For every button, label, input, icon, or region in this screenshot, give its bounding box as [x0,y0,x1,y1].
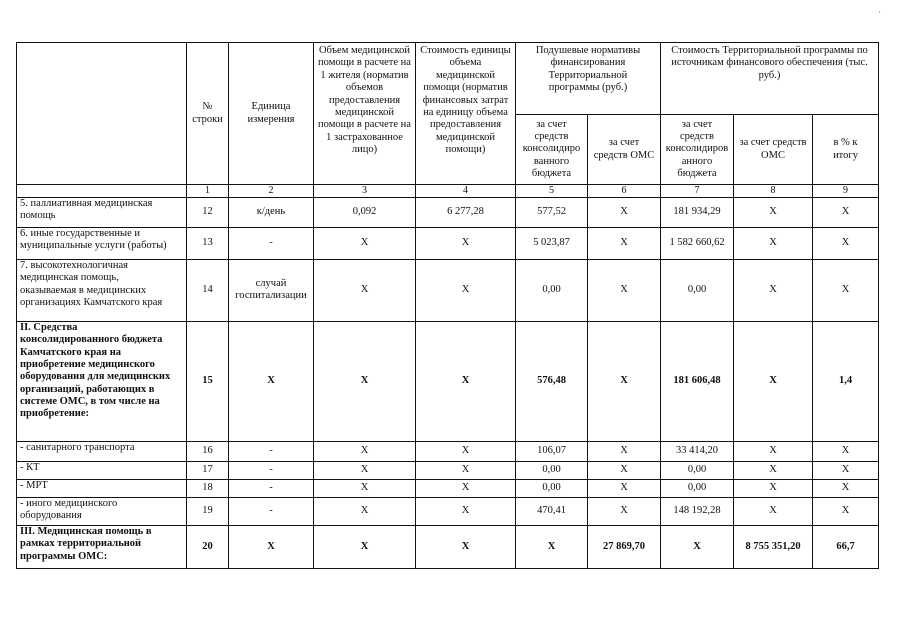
cost-budget-cell: X [661,525,734,568]
unit-cost-cell: X [416,479,516,497]
cost-budget-cell: 1 582 660,62 [661,227,734,259]
row-name-cell: III. Медицинская помощь в рамках территориальной программы ОМС: [17,525,187,568]
pc-oms-cell: X [588,461,661,479]
column-number: 9 [813,185,879,198]
row-name-cell: - санитарного транспорта [17,441,187,461]
column-number: 5 [516,185,588,198]
column-number: 1 [187,185,229,198]
pc-oms-cell: X [588,259,661,321]
row-name-cell: - КТ [17,461,187,479]
cost-oms-cell: X [734,497,813,525]
pc-oms-cell: X [588,479,661,497]
percent-cell: X [813,259,879,321]
header-cost-oms: за счет средств ОМС [734,115,813,185]
cost-oms-cell: X [734,197,813,227]
header-unit: Единица измерения [229,43,314,185]
cost-oms-cell: 8 755 351,20 [734,525,813,568]
row-number-cell: 19 [187,497,229,525]
header-cost-group: Стоимость Территориальной программы по источникам финансового обеспечения (тыс. руб.) [661,43,879,115]
header-row-number: № строки [187,43,229,185]
cost-oms-cell: X [734,259,813,321]
header-volume: Объем медицинской помощи в расчете на 1 жителя (норматив объемов предоставления медицинской помощи в расчете на 1 застрахованное лицо) [314,43,416,185]
volume-cell: X [314,525,416,568]
pc-budget-cell: 5 023,87 [516,227,588,259]
pc-oms-cell: X [588,197,661,227]
cost-oms-cell: X [734,227,813,259]
cost-oms-cell: X [734,461,813,479]
unit-cell: X [229,525,314,568]
row-name-cell: 6. иные государственные и муниципальные услуги (работы) [17,227,187,259]
pc-budget-cell: 0,00 [516,461,588,479]
table-row [17,461,879,479]
cost-budget-cell: 181 606,48 [661,321,734,441]
pc-budget-cell: 577,52 [516,197,588,227]
row-number-cell: 20 [187,525,229,568]
column-number-row [17,185,879,198]
pc-budget-cell: 470,41 [516,497,588,525]
column-number: 2 [229,185,314,198]
volume-cell: X [314,479,416,497]
pc-budget-cell: 576,48 [516,321,588,441]
pc-budget-cell: 0,00 [516,259,588,321]
unit-cost-cell: X [416,525,516,568]
pc-budget-cell: 106,07 [516,441,588,461]
unit-cell: к/день [229,197,314,227]
scan-mark: · [878,7,881,17]
volume-cell: X [314,321,416,441]
column-number: 4 [416,185,516,198]
row-number-cell: 12 [187,197,229,227]
header-name-cell [17,43,187,185]
row-name-cell: - МРТ [17,479,187,497]
column-number-empty [17,185,187,198]
table-row [17,497,879,525]
cost-oms-cell: X [734,441,813,461]
unit-cost-cell: X [416,461,516,479]
volume-cell: X [314,227,416,259]
pc-oms-cell: 27 869,70 [588,525,661,568]
row-name-cell: - иного медицинского оборудования [17,497,187,525]
unit-cost-cell: X [416,497,516,525]
unit-cost-cell: X [416,321,516,441]
unit-cost-cell: X [416,259,516,321]
unit-cell: - [229,479,314,497]
row-number-cell: 16 [187,441,229,461]
column-number: 6 [588,185,661,198]
unit-cell: X [229,321,314,441]
row-number-cell: 14 [187,259,229,321]
pc-oms-cell: X [588,497,661,525]
row-number-cell: 17 [187,461,229,479]
cost-budget-cell: 0,00 [661,259,734,321]
row-name-cell: II. Средства консолидированного бюджета Камчатского края на приобретение медицинского оборудования для медицинских организаций, работающих в системе ОМС, в том числе на приобретение: [17,321,187,441]
percent-cell: X [813,479,879,497]
pc-budget-cell: X [516,525,588,568]
cost-oms-cell: X [734,321,813,441]
table-row [17,321,879,441]
header-row-1 [17,43,879,115]
percent-cell: X [813,461,879,479]
cost-budget-cell: 0,00 [661,461,734,479]
column-number: 3 [314,185,416,198]
header-per-capita-group: Подушевые нормативы финансирования Территориальной программы (руб.) [516,43,661,115]
table-row [17,479,879,497]
unit-cell: - [229,497,314,525]
column-number: 7 [661,185,734,198]
percent-cell: X [813,197,879,227]
volume-cell: X [314,441,416,461]
percent-cell: 1,4 [813,321,879,441]
row-number-cell: 13 [187,227,229,259]
row-number-cell: 15 [187,321,229,441]
unit-cell: - [229,227,314,259]
cost-budget-cell: 33 414,20 [661,441,734,461]
pc-budget-cell: 0,00 [516,479,588,497]
pc-oms-cell: X [588,227,661,259]
row-number-cell: 18 [187,479,229,497]
header-pc-oms: за счет средств ОМС [588,115,661,185]
unit-cell: случай госпитализации [229,259,314,321]
header-unit-cost: Стоимость единицы объема медицинской помощи (норматив финансовых затрат на единицу объема предоставления медицинской помощи) [416,43,516,185]
percent-cell: 66,7 [813,525,879,568]
volume-cell: 0,092 [314,197,416,227]
pc-oms-cell: X [588,441,661,461]
percent-cell: X [813,227,879,259]
table-row [17,227,879,259]
volume-cell: X [314,497,416,525]
table-row [17,259,879,321]
row-name-cell: 7. высокотехнологичная медицинская помощь, оказываемая в медицинских организациях Камчатского края [17,259,187,321]
unit-cell: - [229,441,314,461]
unit-cell: - [229,461,314,479]
header-cost-percent: в % к итогу [813,115,879,185]
territorial-program-cost-table [16,42,879,569]
table-row [17,525,879,568]
cost-budget-cell: 148 192,28 [661,497,734,525]
volume-cell: X [314,259,416,321]
column-number: 8 [734,185,813,198]
unit-cost-cell: X [416,227,516,259]
percent-cell: X [813,497,879,525]
unit-cost-cell: 6 277,28 [416,197,516,227]
table-row [17,197,879,227]
pc-oms-cell: X [588,321,661,441]
header-cost-budget: за счет средств консолидиров анного бюджета [661,115,734,185]
cost-budget-cell: 0,00 [661,479,734,497]
cost-budget-cell: 181 934,29 [661,197,734,227]
percent-cell: X [813,441,879,461]
volume-cell: X [314,461,416,479]
row-name-cell: 5. паллиативная медицинская помощь [17,197,187,227]
unit-cost-cell: X [416,441,516,461]
cost-oms-cell: X [734,479,813,497]
table-row [17,441,879,461]
header-pc-budget: за счет средств консолидиро ванного бюджета [516,115,588,185]
